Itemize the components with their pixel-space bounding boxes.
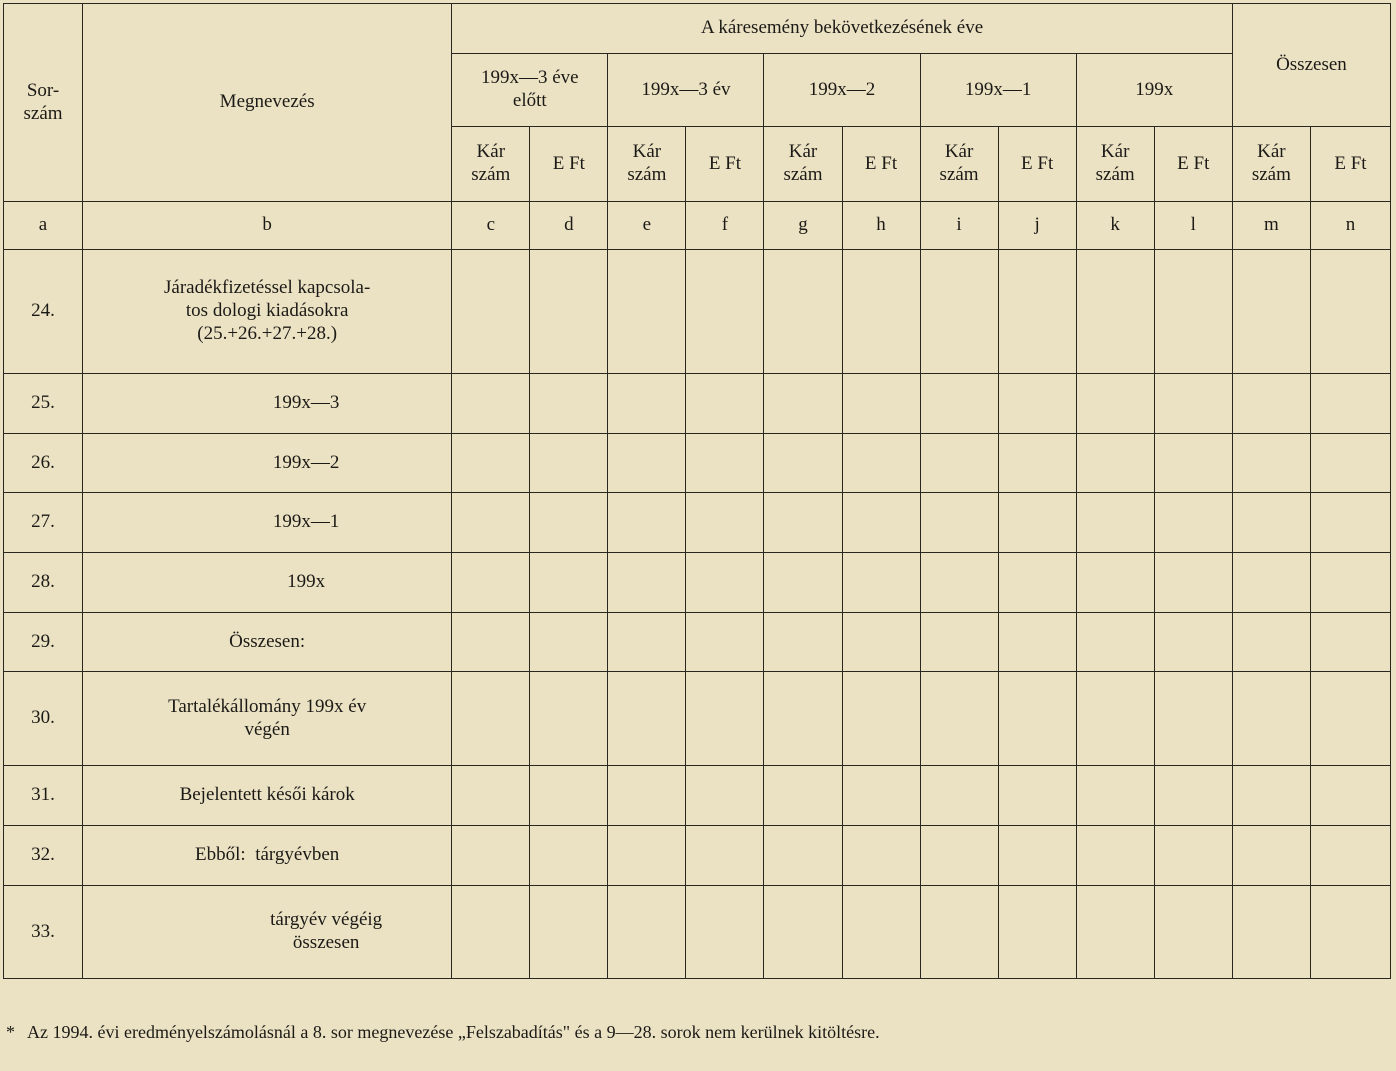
data-cell[interactable] xyxy=(1076,493,1154,553)
column-letter: e xyxy=(608,202,686,250)
data-cell[interactable] xyxy=(530,434,608,493)
data-cell[interactable] xyxy=(1232,493,1310,553)
data-cell[interactable] xyxy=(686,766,764,826)
column-letter: d xyxy=(530,202,608,250)
data-cell[interactable] xyxy=(608,826,686,886)
footnote xyxy=(6,1022,880,1043)
data-cell[interactable] xyxy=(998,613,1076,672)
data-cell[interactable] xyxy=(608,886,686,979)
data-cell[interactable] xyxy=(764,826,842,886)
data-cell[interactable] xyxy=(920,434,998,493)
row-label: 199x—1 xyxy=(83,493,452,553)
data-cell[interactable] xyxy=(842,766,920,826)
data-cell[interactable] xyxy=(1232,613,1310,672)
row-label: Bejelentett késői károk xyxy=(83,766,452,826)
column-letter: b xyxy=(83,202,452,250)
data-cell[interactable] xyxy=(452,886,530,979)
data-cell[interactable] xyxy=(530,553,608,613)
data-cell[interactable] xyxy=(608,434,686,493)
letter-row xyxy=(4,202,1391,250)
data-cell[interactable] xyxy=(842,613,920,672)
row-label: Tartalékállomány 199x év végén xyxy=(83,672,452,766)
sorszam-header: Sor- szám xyxy=(4,4,83,202)
data-cell[interactable] xyxy=(686,553,764,613)
data-cell[interactable] xyxy=(608,766,686,826)
eft-header: E Ft xyxy=(1310,127,1390,202)
table-row-31 xyxy=(4,766,1391,826)
year-header-4: 199x xyxy=(1076,54,1232,127)
data-cell[interactable] xyxy=(686,886,764,979)
data-cell[interactable] xyxy=(1310,553,1390,613)
damage-table xyxy=(3,3,1391,979)
eft-header: E Ft xyxy=(842,127,920,202)
table-row-25 xyxy=(4,374,1391,434)
data-cell[interactable] xyxy=(764,886,842,979)
data-cell[interactable] xyxy=(1310,672,1390,766)
data-cell[interactable] xyxy=(998,493,1076,553)
data-cell[interactable] xyxy=(842,374,920,434)
data-cell[interactable] xyxy=(1310,766,1390,826)
column-letter: a xyxy=(4,202,83,250)
data-cell[interactable] xyxy=(530,493,608,553)
data-cell[interactable] xyxy=(764,613,842,672)
year-group-header: A káresemény bekövetkezésének éve xyxy=(452,4,1233,54)
data-cell[interactable] xyxy=(998,553,1076,613)
data-cell[interactable] xyxy=(452,766,530,826)
table-row-32 xyxy=(4,826,1391,886)
row-number: 29. xyxy=(4,613,83,672)
data-cell[interactable] xyxy=(452,553,530,613)
eft-header: E Ft xyxy=(686,127,764,202)
column-letter: g xyxy=(764,202,842,250)
data-cell[interactable] xyxy=(608,250,686,374)
data-cell[interactable] xyxy=(842,250,920,374)
data-cell[interactable] xyxy=(842,672,920,766)
data-cell[interactable] xyxy=(1154,766,1232,826)
data-cell[interactable] xyxy=(452,434,530,493)
data-cell[interactable] xyxy=(920,493,998,553)
row-label: Összesen: xyxy=(83,613,452,672)
column-letter: l xyxy=(1154,202,1232,250)
data-cell[interactable] xyxy=(530,886,608,979)
eft-header: E Ft xyxy=(1154,127,1232,202)
kar-szam-header: Kár szám xyxy=(452,127,530,202)
data-cell[interactable] xyxy=(998,766,1076,826)
footnote-text: Az 1994. évi eredményelszámolásnál a 8. sor megnevezése „Felszabadítás" és a 9—28. sorok nem kerülnek kitöltésre. xyxy=(27,1022,880,1042)
data-cell[interactable] xyxy=(1154,886,1232,979)
kar-szam-header: Kár szám xyxy=(608,127,686,202)
data-cell[interactable] xyxy=(842,553,920,613)
data-cell[interactable] xyxy=(530,766,608,826)
table-row-30 xyxy=(4,672,1391,766)
data-cell[interactable] xyxy=(1232,826,1310,886)
table-row-33 xyxy=(4,886,1391,979)
column-letter: i xyxy=(920,202,998,250)
column-letter: j xyxy=(998,202,1076,250)
data-cell[interactable] xyxy=(1154,434,1232,493)
data-cell[interactable] xyxy=(1310,250,1390,374)
data-cell[interactable] xyxy=(1232,250,1310,374)
data-cell[interactable] xyxy=(530,672,608,766)
eft-header: E Ft xyxy=(530,127,608,202)
data-cell[interactable] xyxy=(1232,672,1310,766)
data-cell[interactable] xyxy=(1154,613,1232,672)
data-cell[interactable] xyxy=(608,493,686,553)
data-cell[interactable] xyxy=(1310,434,1390,493)
column-letter: h xyxy=(842,202,920,250)
year-header-3: 199x—1 xyxy=(920,54,1076,127)
data-cell[interactable] xyxy=(920,766,998,826)
osszesen-header: Összesen xyxy=(1232,4,1390,127)
row-label: 199x—2 xyxy=(83,434,452,493)
data-cell[interactable] xyxy=(842,434,920,493)
data-cell[interactable] xyxy=(1310,886,1390,979)
data-cell[interactable] xyxy=(764,374,842,434)
data-cell[interactable] xyxy=(1232,553,1310,613)
year-header-0: 199x—3 éve előtt xyxy=(452,54,608,127)
data-cell[interactable] xyxy=(764,434,842,493)
data-cell[interactable] xyxy=(920,374,998,434)
data-cell[interactable] xyxy=(452,826,530,886)
data-cell[interactable] xyxy=(998,672,1076,766)
data-cell[interactable] xyxy=(452,672,530,766)
data-cell[interactable] xyxy=(530,374,608,434)
table-row-28 xyxy=(4,553,1391,613)
data-cell[interactable] xyxy=(998,434,1076,493)
data-cell[interactable] xyxy=(998,250,1076,374)
data-cell[interactable] xyxy=(452,493,530,553)
data-cell[interactable] xyxy=(1076,672,1154,766)
header-row-1 xyxy=(4,4,1391,54)
column-letter: n xyxy=(1310,202,1390,250)
data-cell[interactable] xyxy=(1154,250,1232,374)
row-number: 25. xyxy=(4,374,83,434)
data-cell[interactable] xyxy=(530,250,608,374)
table-row-29 xyxy=(4,613,1391,672)
data-cell[interactable] xyxy=(998,826,1076,886)
row-number: 32. xyxy=(4,826,83,886)
data-cell[interactable] xyxy=(1076,766,1154,826)
data-cell[interactable] xyxy=(764,672,842,766)
data-cell[interactable] xyxy=(608,613,686,672)
data-cell[interactable] xyxy=(764,766,842,826)
row-number: 31. xyxy=(4,766,83,826)
data-cell[interactable] xyxy=(608,553,686,613)
data-cell[interactable] xyxy=(530,826,608,886)
data-cell[interactable] xyxy=(998,886,1076,979)
data-cell[interactable] xyxy=(1310,613,1390,672)
data-cell[interactable] xyxy=(686,374,764,434)
data-cell[interactable] xyxy=(842,886,920,979)
data-cell[interactable] xyxy=(1232,886,1310,979)
year-header-1: 199x—3 év xyxy=(608,54,764,127)
data-cell[interactable] xyxy=(1076,826,1154,886)
kar-szam-header: Kár szám xyxy=(920,127,998,202)
data-cell[interactable] xyxy=(608,672,686,766)
row-label: Ebből: tárgyévben xyxy=(83,826,452,886)
data-cell[interactable] xyxy=(764,250,842,374)
data-cell[interactable] xyxy=(686,613,764,672)
data-cell[interactable] xyxy=(1076,553,1154,613)
row-number: 24. xyxy=(4,250,83,374)
data-cell[interactable] xyxy=(1232,374,1310,434)
megnevezes-header: Megnevezés xyxy=(83,4,452,202)
data-cell[interactable] xyxy=(530,613,608,672)
data-cell[interactable] xyxy=(608,374,686,434)
data-cell[interactable] xyxy=(686,826,764,886)
data-cell[interactable] xyxy=(920,672,998,766)
column-letter: k xyxy=(1076,202,1154,250)
table-row-27 xyxy=(4,493,1391,553)
data-cell[interactable] xyxy=(1076,434,1154,493)
data-cell[interactable] xyxy=(920,250,998,374)
data-cell[interactable] xyxy=(1232,434,1310,493)
row-number: 26. xyxy=(4,434,83,493)
data-cell[interactable] xyxy=(686,493,764,553)
data-cell[interactable] xyxy=(842,493,920,553)
data-cell[interactable] xyxy=(1310,493,1390,553)
data-cell[interactable] xyxy=(998,374,1076,434)
data-cell[interactable] xyxy=(1154,493,1232,553)
data-cell[interactable] xyxy=(1076,374,1154,434)
row-number: 30. xyxy=(4,672,83,766)
data-cell[interactable] xyxy=(452,374,530,434)
data-cell[interactable] xyxy=(1310,374,1390,434)
footnote-marker: * xyxy=(6,1022,15,1042)
row-label: 199x xyxy=(83,553,452,613)
data-cell[interactable] xyxy=(1076,250,1154,374)
data-cell[interactable] xyxy=(1154,826,1232,886)
year-header-2: 199x—2 xyxy=(764,54,920,127)
data-cell[interactable] xyxy=(920,886,998,979)
data-cell[interactable] xyxy=(842,826,920,886)
row-number: 33. xyxy=(4,886,83,979)
data-cell[interactable] xyxy=(920,826,998,886)
data-cell[interactable] xyxy=(1154,672,1232,766)
table-row-26 xyxy=(4,434,1391,493)
data-cell[interactable] xyxy=(1154,553,1232,613)
table-row-24 xyxy=(4,250,1391,374)
data-cell[interactable] xyxy=(920,553,998,613)
column-letter: c xyxy=(452,202,530,250)
data-cell[interactable] xyxy=(764,553,842,613)
column-letter: f xyxy=(686,202,764,250)
row-number: 27. xyxy=(4,493,83,553)
kar-szam-header: Kár szám xyxy=(764,127,842,202)
data-cell[interactable] xyxy=(920,613,998,672)
eft-header: E Ft xyxy=(998,127,1076,202)
row-label: tárgyév végéig összesen xyxy=(83,886,452,979)
row-label: Járadékfizetéssel kapcsola- tos dologi kiadásokra (25.+26.+27.+28.) xyxy=(83,250,452,374)
data-cell[interactable] xyxy=(1310,826,1390,886)
data-cell[interactable] xyxy=(764,493,842,553)
kar-szam-header: Kár szám xyxy=(1076,127,1154,202)
data-cell[interactable] xyxy=(686,672,764,766)
data-cell[interactable] xyxy=(1232,766,1310,826)
row-label: 199x—3 xyxy=(83,374,452,434)
data-cell[interactable] xyxy=(452,250,530,374)
data-cell[interactable] xyxy=(686,250,764,374)
data-cell[interactable] xyxy=(1154,374,1232,434)
column-letter: m xyxy=(1232,202,1310,250)
row-number: 28. xyxy=(4,553,83,613)
data-cell[interactable] xyxy=(1076,886,1154,979)
kar-szam-header: Kár szám xyxy=(1232,127,1310,202)
data-cell[interactable] xyxy=(452,613,530,672)
data-cell[interactable] xyxy=(686,434,764,493)
data-cell[interactable] xyxy=(1076,613,1154,672)
